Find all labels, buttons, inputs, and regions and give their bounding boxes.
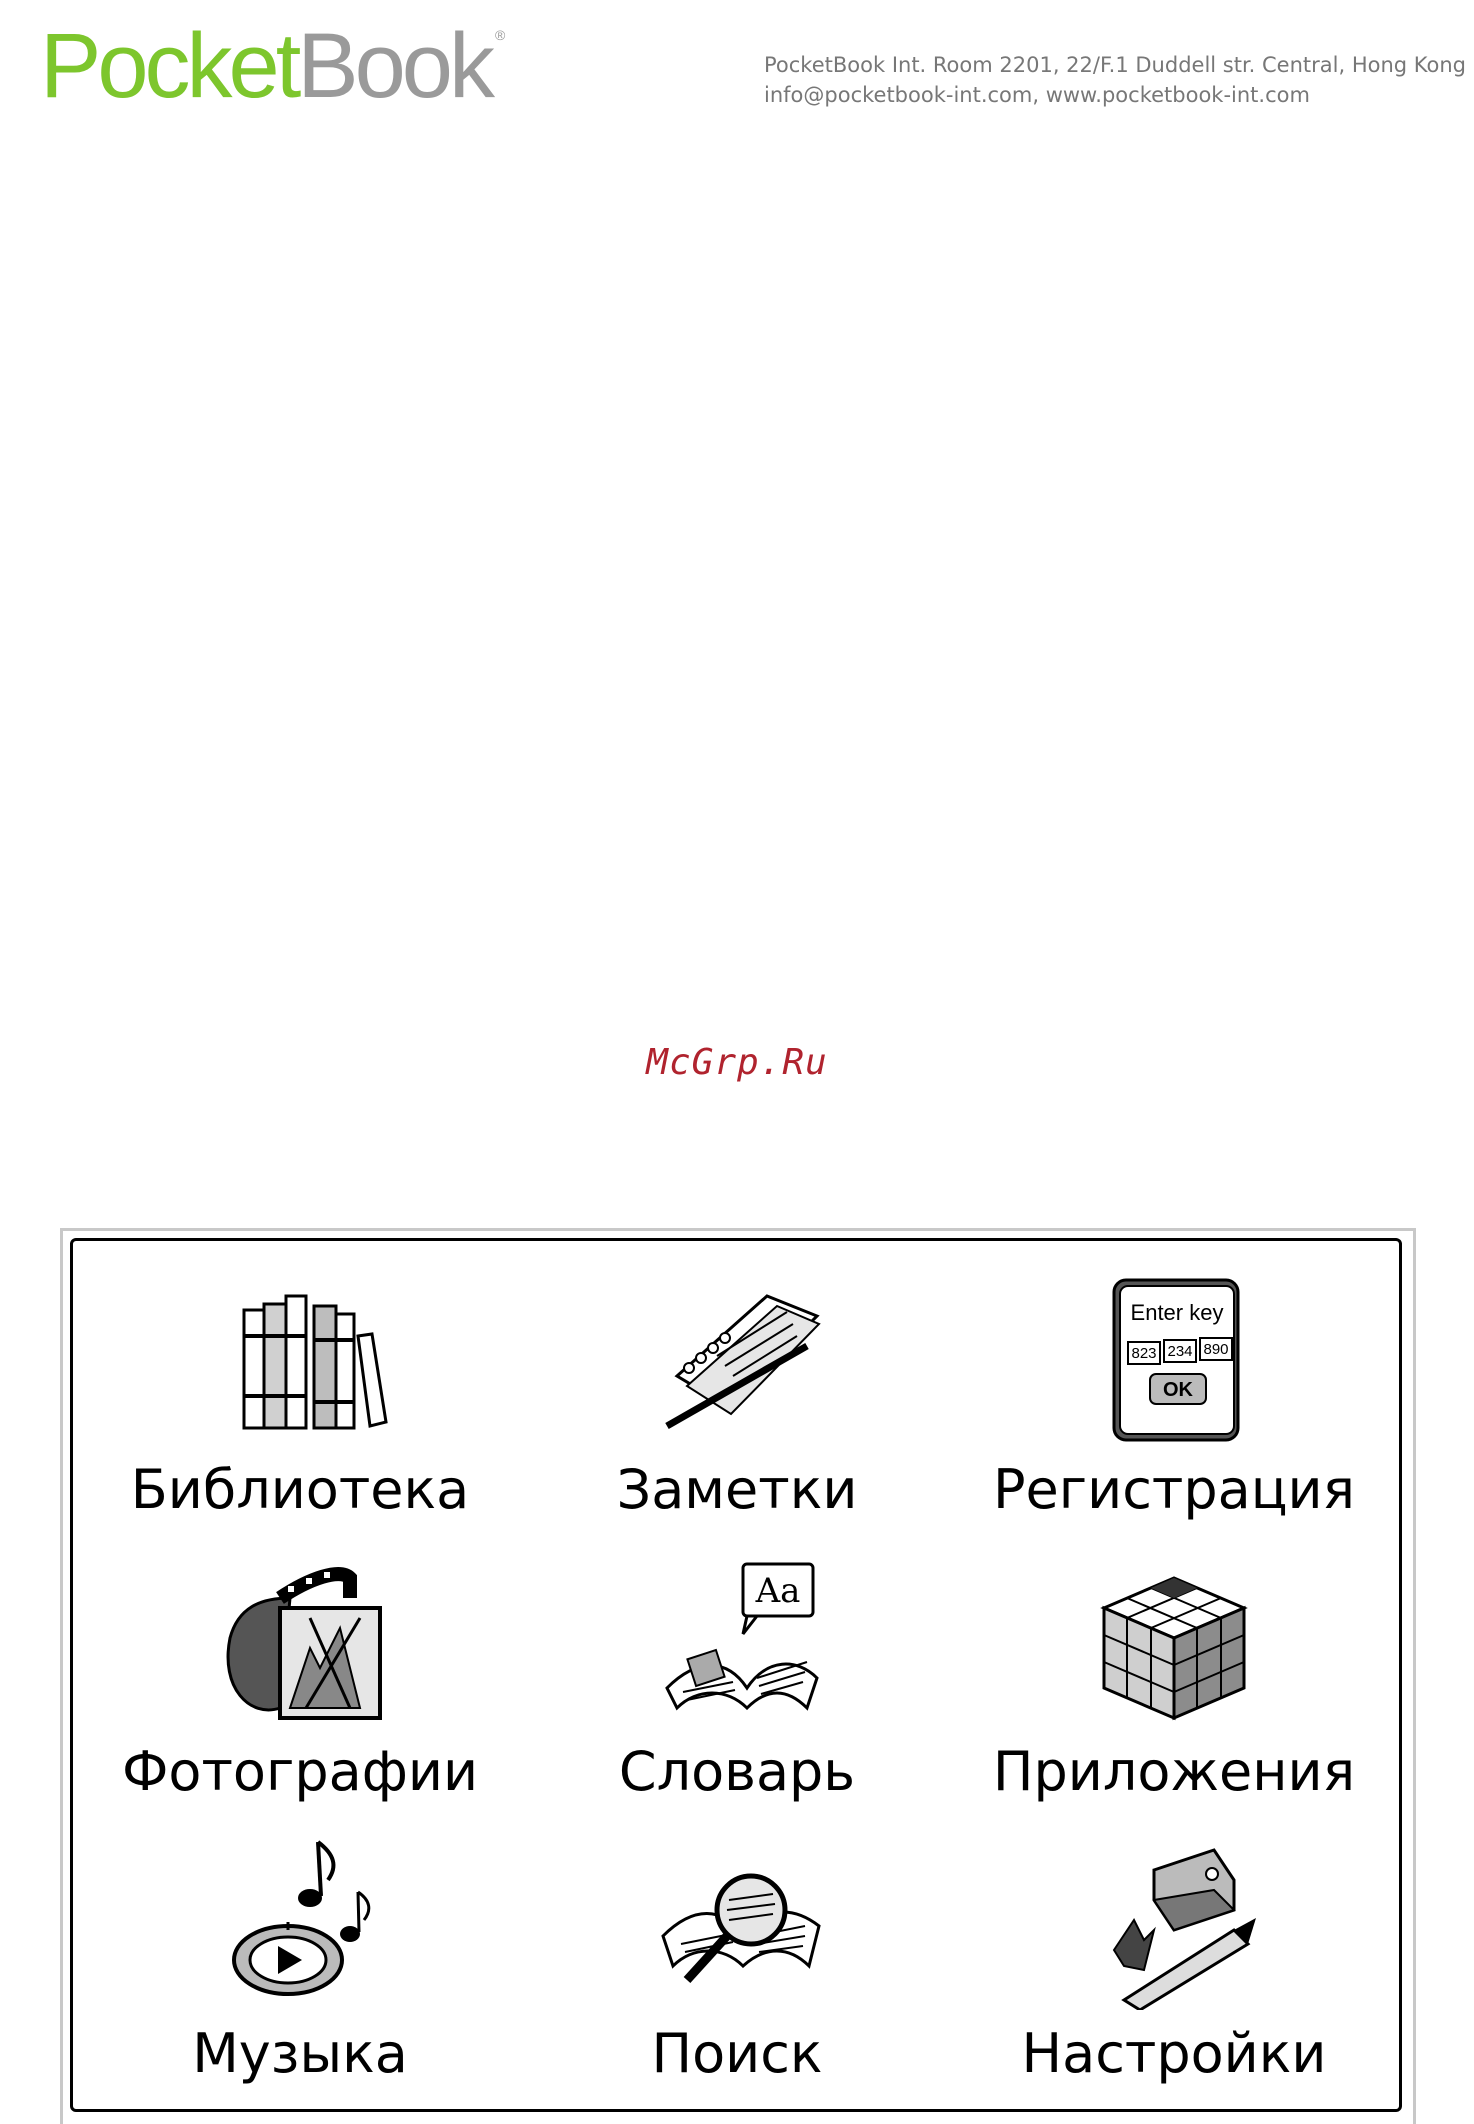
menu-label-library: Библиотека [130, 1458, 470, 1521]
menu-label-dictionary: Словарь [618, 1740, 856, 1803]
menu-label-photos: Фотографии [121, 1740, 479, 1803]
logo-registered-mark: ® [494, 27, 502, 43]
applications-cube-icon [1084, 1558, 1264, 1728]
search-book-icon [647, 1840, 827, 2010]
enter-key-code-2: 234 [1167, 1343, 1193, 1360]
enter-key-icon [1084, 1276, 1264, 1446]
music-note-icon [210, 1840, 390, 2010]
notes-pen-icon [647, 1276, 827, 1446]
menu-item-registration[interactable] [954, 1276, 1394, 1556]
enter-key-title: Enter key [1130, 1300, 1224, 1325]
menu-item-music[interactable] [80, 1840, 520, 2120]
logo-book: Book [297, 15, 491, 117]
watermark: McGrp.Ru [646, 1042, 828, 1083]
menu-label-settings: Настройки [1021, 2022, 1327, 2085]
photo-film-icon [210, 1558, 390, 1728]
menu-item-library[interactable] [80, 1276, 520, 1556]
menu-label-applications: Приложения [992, 1740, 1356, 1803]
company-address [764, 50, 1466, 110]
address-line-2: info@pocketbook-int.com, www.pocketbook-int.com [764, 83, 1310, 107]
menu-label-notes: Заметки [616, 1458, 858, 1521]
menu-item-applications[interactable] [954, 1558, 1394, 1838]
pocketbook-logo [40, 15, 502, 117]
enter-key-ok: OK [1163, 1379, 1193, 1401]
menu-label-search: Поиск [651, 2022, 823, 2085]
menu-label-music: Музыка [192, 2022, 408, 2085]
library-books-icon [210, 1276, 390, 1446]
settings-tools-icon [1084, 1840, 1264, 2010]
menu-item-notes[interactable] [517, 1276, 957, 1556]
enter-key-code-1: 823 [1131, 1345, 1157, 1362]
menu-item-settings[interactable] [954, 1840, 1394, 2120]
enter-key-code-3: 890 [1203, 1341, 1229, 1358]
menu-item-photos[interactable] [80, 1558, 520, 1838]
address-line-1: PocketBook Int. Room 2201, 22/F.1 Duddell str. Central, Hong Kong [764, 53, 1467, 77]
dictionary-icon [647, 1558, 827, 1728]
menu-label-registration: Регистрация [992, 1458, 1356, 1521]
logo-pocket: Pocket [40, 15, 298, 117]
menu-item-search[interactable] [517, 1840, 957, 2120]
dictionary-badge: Aa [755, 1571, 801, 1611]
menu-item-dictionary[interactable] [517, 1558, 957, 1838]
